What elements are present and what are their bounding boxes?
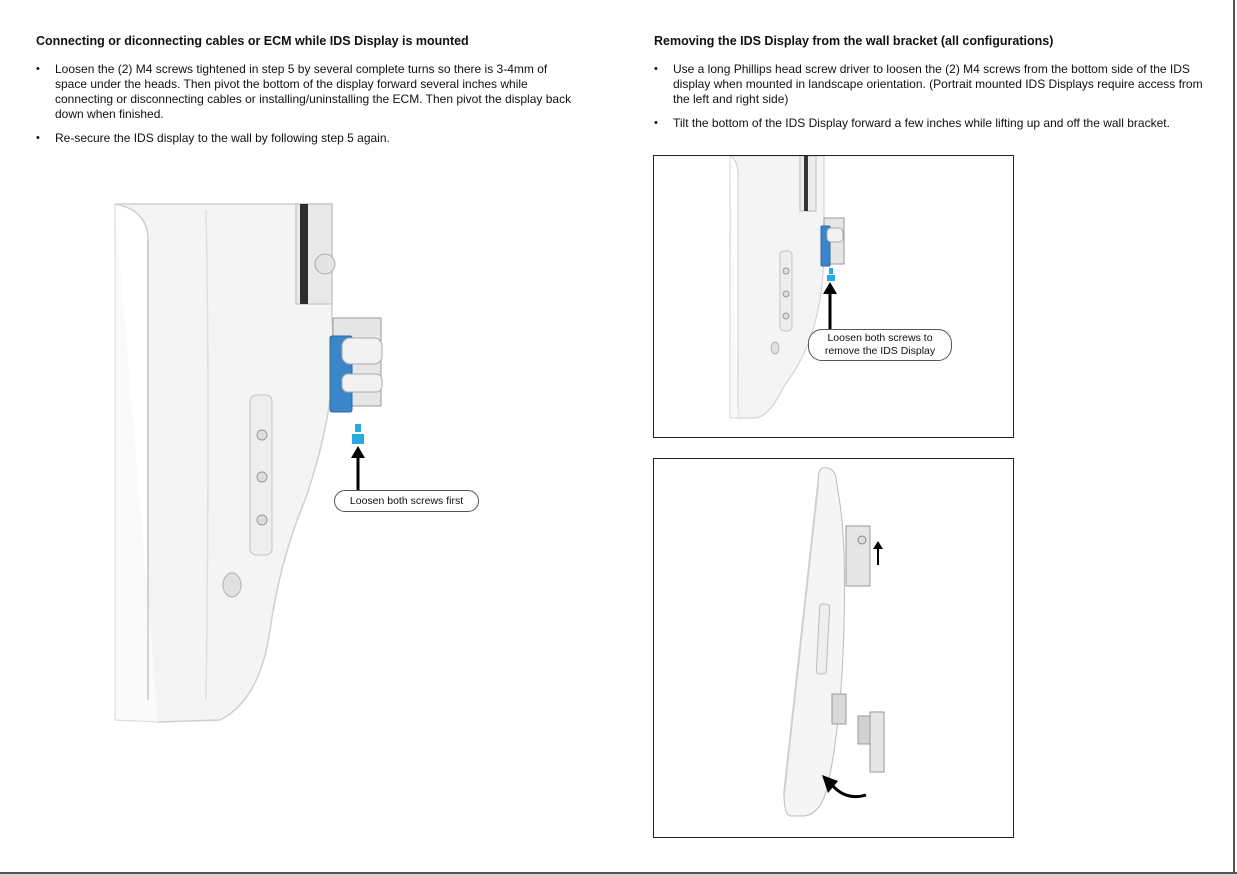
- right-heading: Removing the IDS Display from the wall bracket (all configurations): [654, 34, 1054, 48]
- callout-remove-display: [808, 329, 952, 361]
- left-bullet-1: • Loosen the (2) M4 screws tightened in step 5 by several complete turns so there is 3-4mm of space under the heads. Then pivot the bottom of the display forward several inches while connecting or disconnecting cables or installing/uninstalling the ECM. Then pivot the display back down when finished.: [36, 62, 576, 122]
- screw-icon: [351, 424, 365, 446]
- left-bullet-2: • Re-secure the IDS display to the wall by following step 5 again.: [36, 131, 576, 146]
- lift-up-arrow-icon: [872, 541, 884, 565]
- right-section: [654, 34, 1214, 140]
- screw-small-icon: [827, 268, 835, 282]
- tilt-curved-arrow-icon: [818, 771, 870, 801]
- figure-loosen-screws: [653, 155, 1014, 438]
- wall-bracket-small-icon: [820, 216, 846, 268]
- left-bullet-list: [36, 62, 576, 146]
- right-bullet-list: [654, 62, 1214, 131]
- up-arrow-small-icon: [822, 282, 838, 330]
- callout-remove-display-line1: Loosen both screws to: [827, 332, 933, 344]
- display-tilt-illustration: [774, 464, 914, 824]
- figure-tilt-and-lift: [653, 458, 1014, 838]
- callout-remove-display-line2: remove the IDS Display: [824, 345, 936, 357]
- callout-loosen-screws: [334, 490, 479, 512]
- callout-loosen-screws-text: Loosen both screws first: [349, 494, 464, 507]
- wall-bracket-icon: [328, 316, 388, 416]
- left-heading: Connecting or diconnecting cables or ECM while IDS Display is mounted: [36, 34, 469, 48]
- right-bullet-2: • Tilt the bottom of the IDS Display forward a few inches while lifting up and off the wall bracket.: [654, 116, 1214, 131]
- left-section: [36, 34, 576, 155]
- up-arrow-icon: [349, 446, 367, 494]
- right-bullet-1: • Use a long Phillips head screw driver to loosen the (2) M4 screws from the bottom side of the IDS display when mounted in landscape orientation. (Portrait mounted IDS Displays require access from the left and right side): [654, 62, 1214, 107]
- page-border-right: [1233, 0, 1235, 876]
